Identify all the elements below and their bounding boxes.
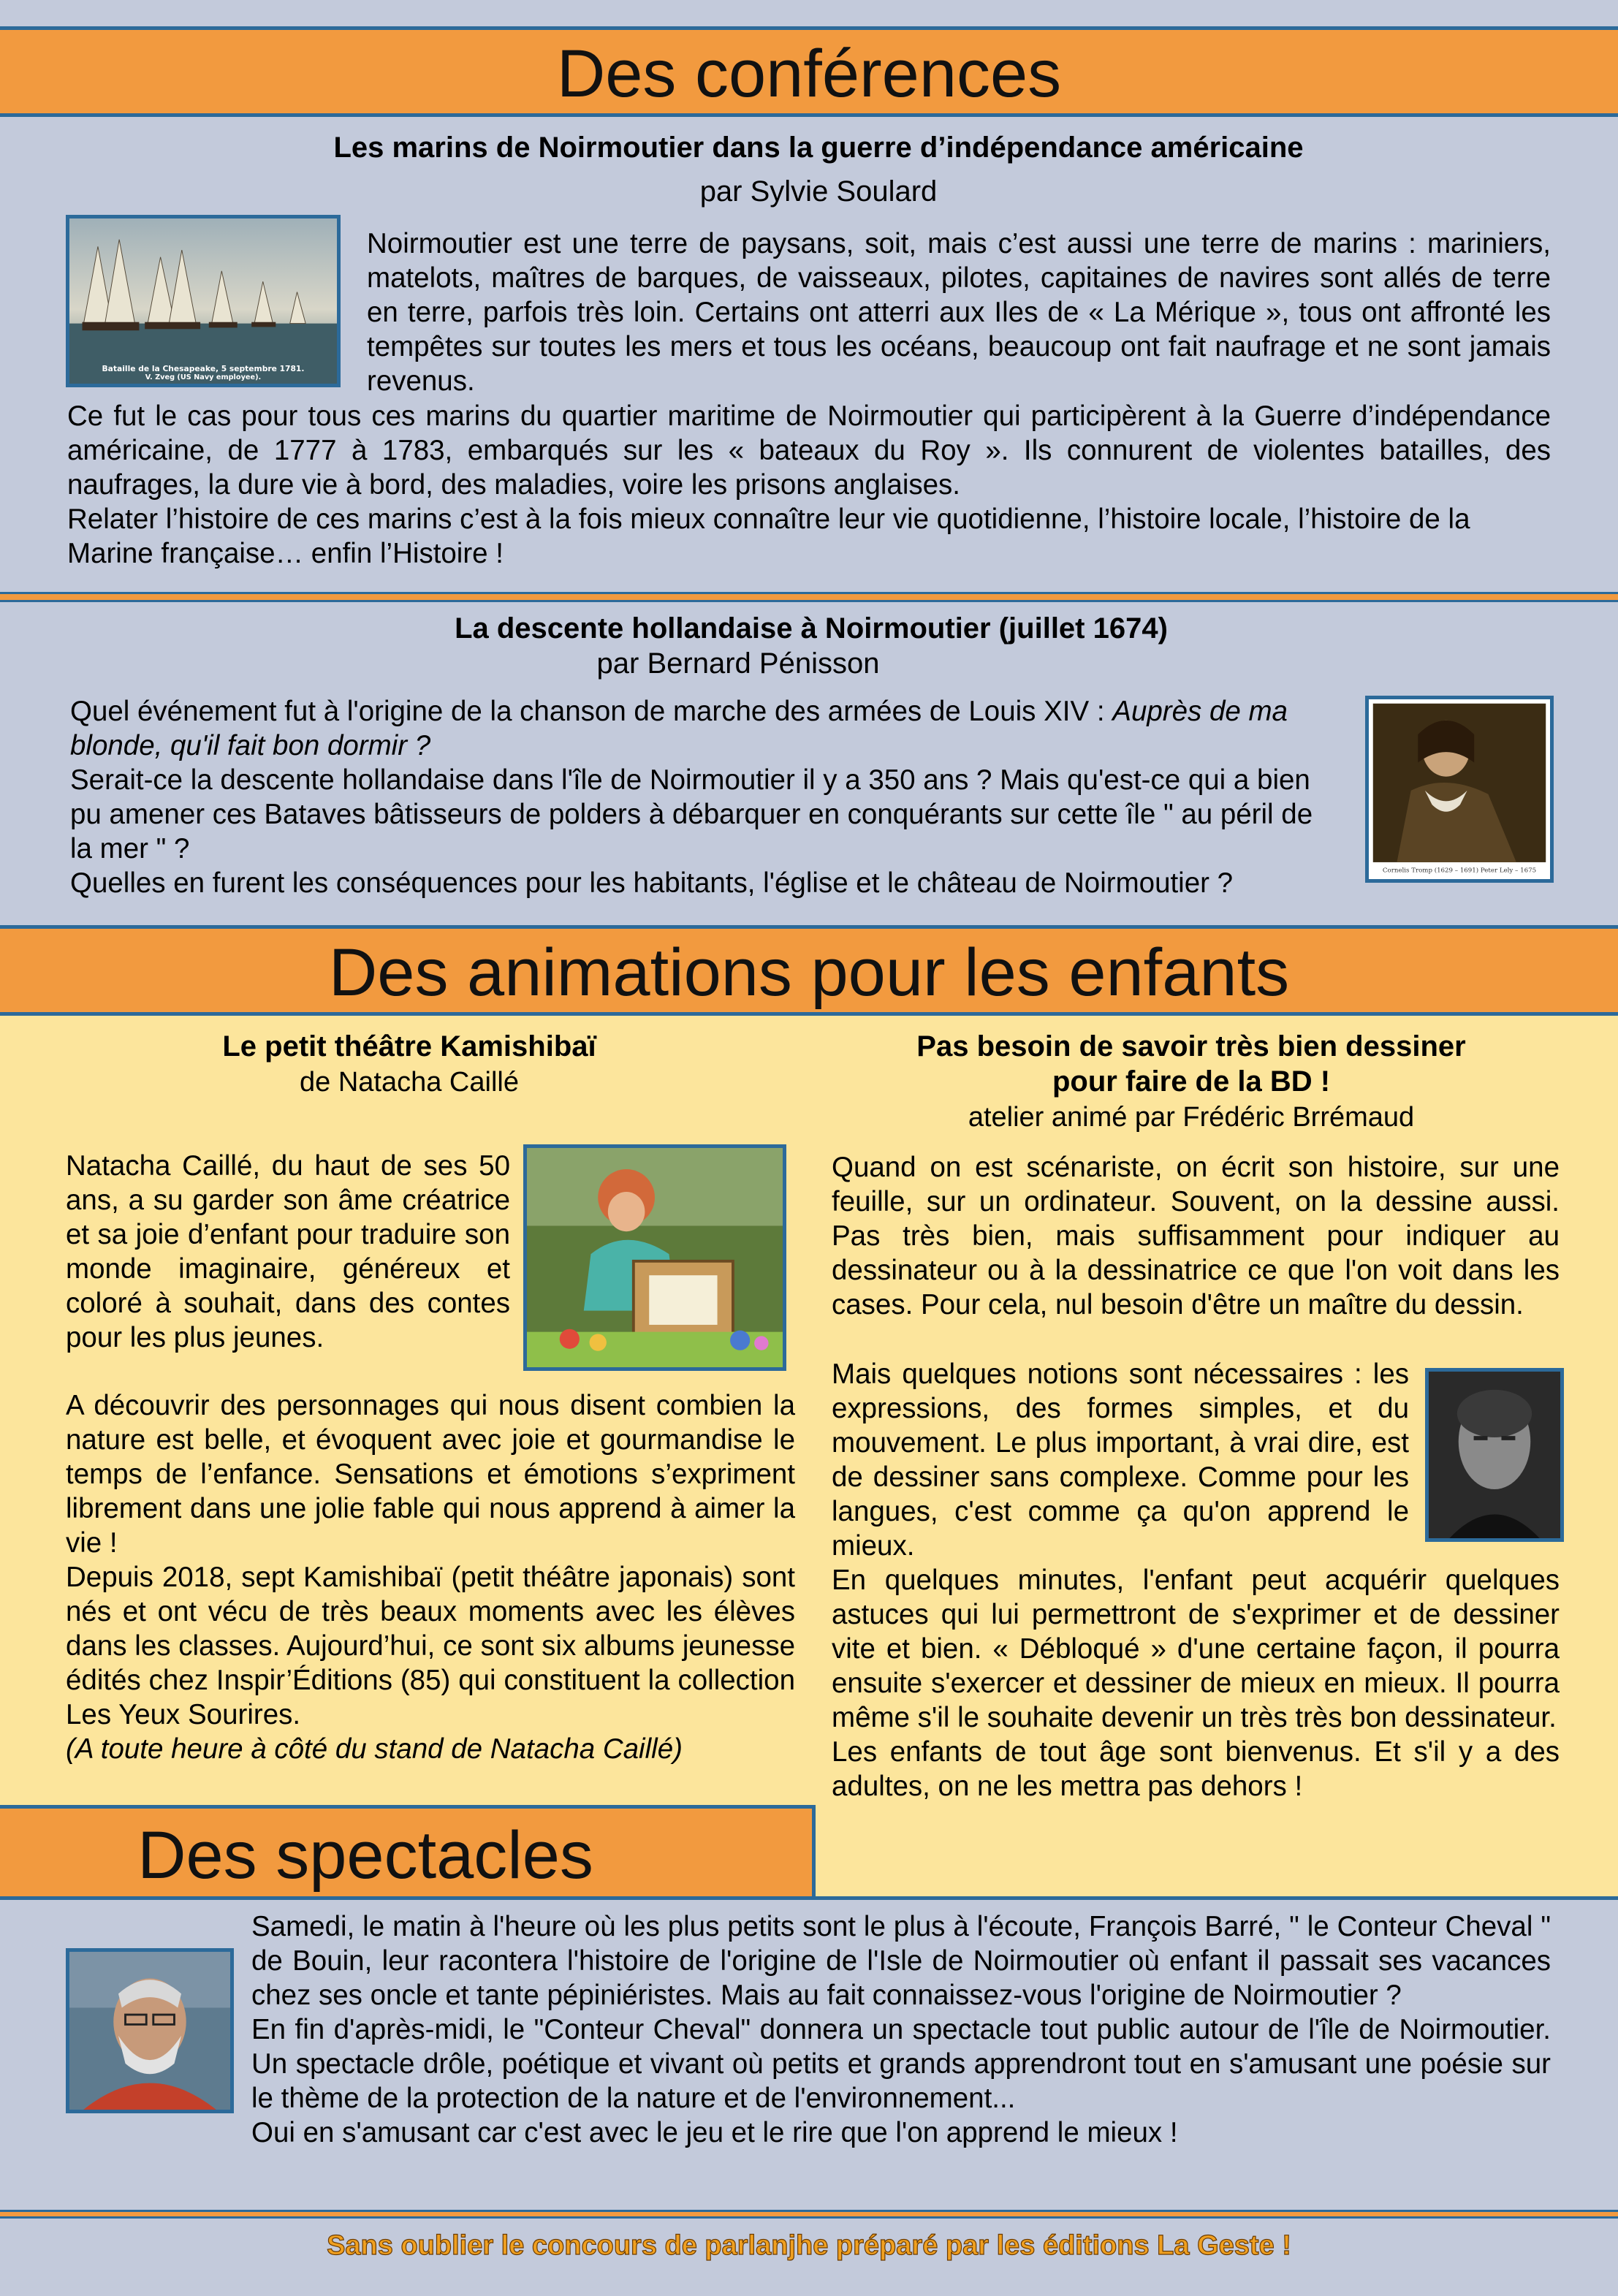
bd-title-line1: Pas besoin de savoir très bien dessiner <box>916 1030 1466 1063</box>
conferences-heading: Des conférences <box>556 37 1062 111</box>
shows-p2: En fin d'après-midi, le "Conteur Cheval" donnera un spectacle tout public autour de l'île de Noirmoutier. Un spectacle drôle, poétique et vivant où petits et grands apprendront tout en s'amusant une poésie sur le thème de la protection de la nature et de l'environnement... <box>251 2014 1551 2114</box>
bd-p4: Les enfants de tout âge sont bienvenus. Et s'il y a des adultes, on ne les mettra pas dehors ! <box>832 1736 1560 1802</box>
shows-top-border <box>0 1896 1618 1900</box>
talk1-p3: Relater l’histoire de ces marins c’est à la fois mieux connaître leur vie quotidienne, l’histoire locale, l’histoire de la Marine française… enfin l’Histoire ! <box>67 503 1470 569</box>
footer-text: Sans oublier le concours de parlanjhe préparé par les éditions La Geste ! <box>327 2230 1291 2261</box>
kamishibai-body <box>66 1388 795 1766</box>
kamishibai-p4: (A toute heure à côté du stand de Natacha Caillé) <box>66 1733 683 1765</box>
tromp-portrait <box>1365 696 1554 883</box>
talk2-p1-italic: Auprès de ma blonde, qu'il fait bon dormir ? <box>70 696 1288 761</box>
shows-body <box>251 1909 1551 2150</box>
kids-heading: Des animations pour les enfants <box>328 935 1290 1010</box>
talk1-byline: par Sylvie Soulard <box>699 175 938 208</box>
conferences-band <box>0 26 1618 117</box>
kids-band <box>0 925 1618 1016</box>
bd-byline: atelier animé par Frédéric Brrémaud <box>968 1102 1415 1133</box>
talk2-body <box>70 694 1342 900</box>
bd-title-line2: pour faire de la BD ! <box>1052 1065 1331 1098</box>
kamishibai-p1: Natacha Caillé, du haut de ses 50 ans, a su garder son âme créatrice et sa joie d’enfant pour traduire son monde imaginaire, généreux et coloré à souhait, dans des contes pour les plus jeunes. <box>66 1150 510 1353</box>
talk1-title: Les marins de Noirmoutier dans la guerre d’indépendance américaine <box>333 132 1304 164</box>
talk2-p1-start: Quel événement fut à l'origine de la chanson de marche des armées de Louis XIV : <box>70 696 1113 727</box>
shows-p1: Samedi, le matin à l'heure où les plus petits sont le plus à l'écoute, François Barré, " le Conteur Cheval " de Bouin, leur racontera l'histoire de l'origine de l'Isle de Noirmoutier où enfant il passait ses vacances chez ses oncle et tante pépiniéristes. Mais au fait connaissez-vous l'origine de Noirmoutier ? <box>251 1911 1551 2011</box>
conteur-photo <box>66 1948 234 2113</box>
talk2-p3: Quelles en furent les conséquences pour les habitants, l'église et le château de Noirmoutier ? <box>70 867 1234 899</box>
bd-notions <box>832 1357 1409 1563</box>
talk1-body <box>67 399 1551 571</box>
natacha-photo <box>523 1144 786 1371</box>
footer-border <box>0 2210 1618 2219</box>
shows-p3: Oui en s'amusant car c'est avec le jeu et le rire que l'on apprend le mieux ! <box>251 2117 1178 2148</box>
kamishibai-title: Le petit théâtre Kamishibaï <box>222 1030 596 1063</box>
separator-1 <box>0 592 1618 602</box>
naval-battle-photo <box>66 215 341 387</box>
shows-heading: Des spectacles <box>137 1818 593 1893</box>
kamishibai-p2: A découvrir des personnages qui nous disent combien la nature est belle, et évoquent avec joie et gourmandise le temps de l’enfance. Sensations et émotions s’expriment librement dans une jolie fable qui nous apprend à aimer la vie ! <box>66 1390 795 1559</box>
bd-p1: Quand on est scénariste, on écrit son histoire, sur une feuille, sur un ordinateur. Souvent, on la dessine aussi. Pas très bien, mais suffisamment pour indiquer au dessinateur ou à la dessinatrice ce que l'on voit dans les cases. Pour cela, nul besoin d'être un maître du dessin. <box>832 1152 1560 1320</box>
kamishibai-byline: de Natacha Caillé <box>300 1067 519 1098</box>
tromp-caption: Cornelis Tromp (1629 – 1691) Peter Lely – 1675 <box>1382 867 1537 875</box>
bd-body <box>832 1563 1560 1803</box>
bd-intro <box>832 1150 1560 1322</box>
talk2-title: La descente hollandaise à Noirmoutier (juillet 1674) <box>455 612 1168 645</box>
photo-caption-1: Bataille de la Chesapeake, 5 septembre 1781. <box>102 363 305 373</box>
talk1-p1: Noirmoutier est une terre de paysans, soit, mais c’est aussi une terre de marins : mariniers, matelots, maîtres de barques, de vaisseaux, pilotes, capitaines de navires sont allés de terre en terre, parfois très loin. Certains ont atterri aux Iles de « La Mérique », tous ont affronté les tempêtes sur toutes les mers et tous les océans, beaucoup ont fait naufrage et ne sont jamais revenus. <box>367 228 1551 397</box>
talk2-byline: par Bernard Pénisson <box>596 647 880 680</box>
kamishibai-p3: Depuis 2018, sept Kamishibaï (petit théâtre japonais) sont nés et ont vécu de très beaux moments avec les élèves dans les classes. Aujourd’hui, ce sont six albums jeunesse édités chez Inspir’Éditions (85) qui constituent la collection Les Yeux Sourires. <box>66 1562 795 1730</box>
bd-p2: Mais quelques notions sont nécessaires : les expressions, des formes simples, et du mouvement. Le plus important, à vrai dire, est de dessiner sans complexe. Comme pour les langues, c'est comme ça qu'on apprend le mieux. <box>832 1358 1409 1562</box>
talk1-p2: Ce fut le cas pour tous ces marins du quartier maritime de Noirmoutier qui participèrent à la Guerre d’indépendance américaine, de 1777 à 1783, embarqués sur les « bateaux du Roy ». Ils connurent de violentes batailles, des naufrages, la dure vie à bord, des maladies, voire les prisons anglaises. <box>67 400 1551 501</box>
talk2-p2: Serait-ce la descente hollandaise dans l'île de Noirmoutier il y a 350 ans ? Mais qu'est-ce qui a bien pu amener ces Bataves bâtisseurs de polders à débarquer en conquérants sur cette île " au péril de la mer " ? <box>70 764 1313 864</box>
shows-band <box>0 1805 816 1900</box>
kamishibai-intro <box>66 1149 510 1355</box>
fred-portrait <box>1425 1368 1564 1542</box>
bd-p3: En quelques minutes, l'enfant peut acquérir quelques astuces qui lui permettront de s'exprimer et de dessiner vite et bien. « Débloqué » d'une certaine façon, il pourra ensuite s'exercer et dessiner de mieux en mieux. Il pourra même s'il le souhaite devenir un très très bon dessinateur. <box>832 1565 1560 1733</box>
talk1-intro <box>367 227 1551 398</box>
photo-caption-2: V. Zveg (US Navy employee). <box>145 373 262 382</box>
